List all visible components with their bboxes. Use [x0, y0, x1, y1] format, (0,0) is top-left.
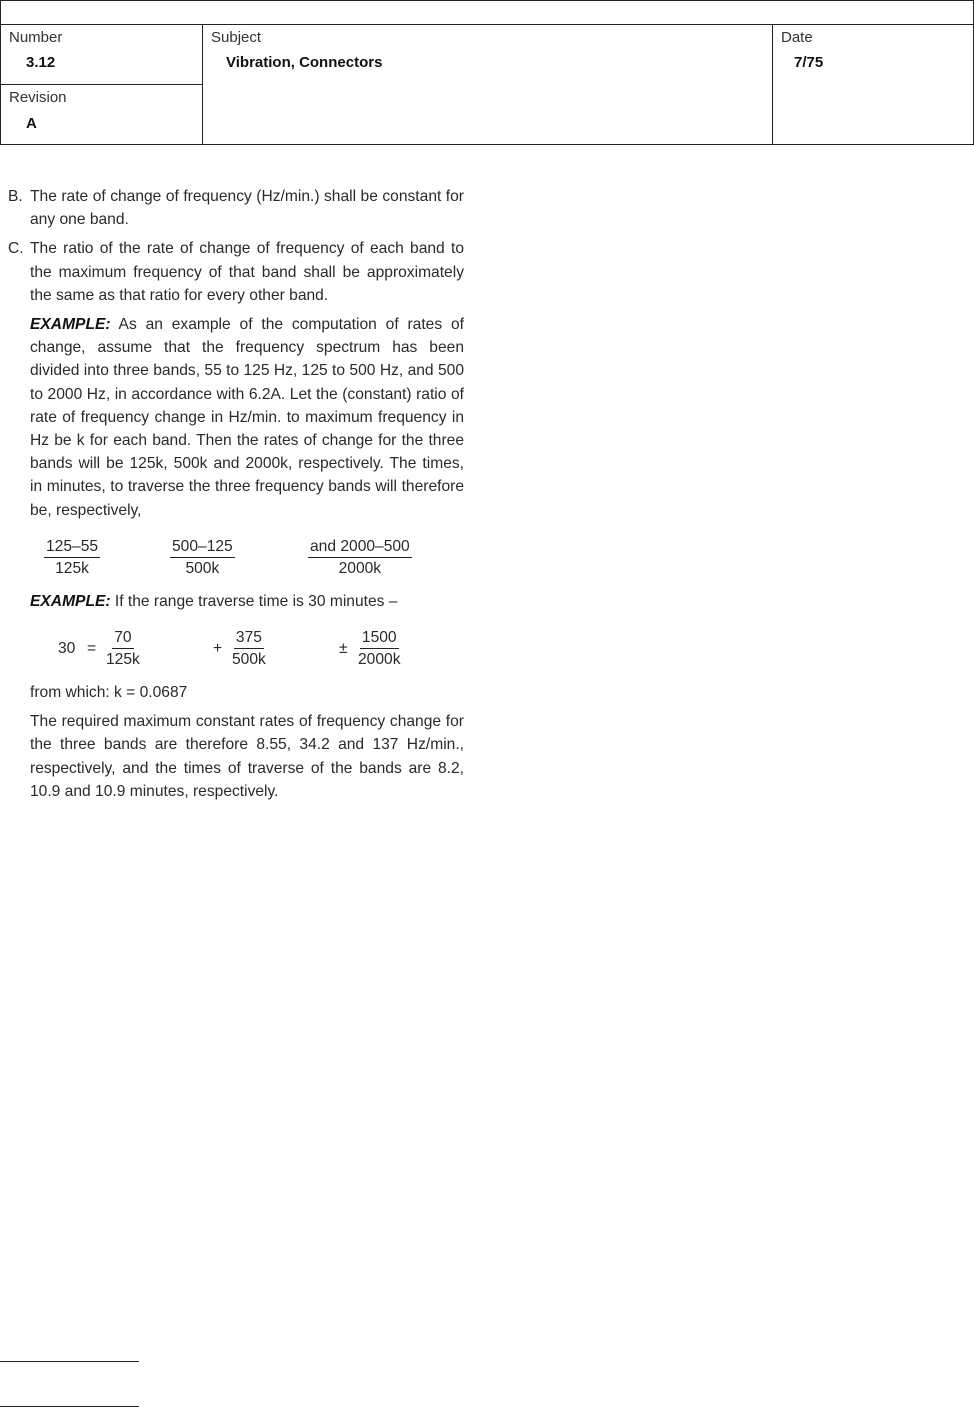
denominator: 2000k [358, 651, 401, 669]
subject-value: Vibration, Connectors [226, 54, 383, 71]
subject-cell [203, 25, 773, 144]
numerator: 500–125 [170, 536, 235, 558]
fraction [308, 536, 412, 579]
document-body [8, 185, 464, 809]
date-cell [773, 25, 973, 144]
equals-sign: = [87, 640, 97, 658]
date-label: Date [781, 29, 813, 46]
fraction [106, 627, 140, 670]
number-cell [1, 25, 203, 85]
numerator: 1500 [360, 627, 399, 649]
header-top-row [1, 1, 973, 25]
example-text: If the range traverse time is 30 minutes – [110, 592, 398, 610]
revision-cell [1, 85, 203, 144]
example-paragraph-2 [30, 590, 464, 613]
fraction [232, 627, 266, 670]
example-label: EXAMPLE: [30, 316, 111, 334]
revision-label: Revision [9, 89, 67, 106]
example-label: EXAMPLE: [30, 592, 111, 610]
denominator: 125k [106, 651, 140, 669]
date-value: 7/75 [794, 54, 824, 71]
list-item-b [8, 185, 464, 231]
subject-label: Subject [211, 29, 262, 46]
footnote-rule [0, 1406, 139, 1407]
numerator: and 2000–500 [308, 536, 412, 558]
fraction [44, 536, 100, 579]
example-paragraph-1 [30, 313, 464, 522]
plus-sign: + [213, 640, 223, 658]
list-text: The ratio of the rate of change of frequency of each band to the maximum frequency of that band shall be approximately the same as that ratio for every other band. [30, 240, 464, 304]
footnote-rule [0, 1361, 139, 1362]
denominator: 500k [232, 651, 266, 669]
numerator: 70 [112, 627, 133, 649]
denominator: 500k [185, 559, 220, 577]
revision-value: A [26, 115, 37, 132]
fraction [170, 536, 235, 579]
result-line: from which: k = 0.0687 [30, 684, 188, 702]
denominator: 2000k [338, 559, 382, 577]
traverse-fractions [30, 536, 464, 590]
list-text: The rate of change of frequency (Hz/min.) shall be constant for any one band. [30, 188, 464, 229]
example-text: As an example of the computation of rates of change, assume that the frequency spectrum has been divided into three bands, 55 to 125 Hz, 125 to 500 Hz, and 500 to 2000 Hz, in accordance with 6.2A. Let the (constant) ratio of rate of frequency change in Hz/min. to maximum frequency in Hz be k for each band. Then the rates of change for the three bands will be 125k, 500k and 2000k, respectively. The times, in minutes, to traverse the three frequency bands will therefore be, respectively, [30, 316, 464, 519]
number-label: Number [9, 29, 63, 46]
fraction [358, 627, 401, 670]
list-item-c [8, 237, 464, 307]
numerator: 125–55 [44, 536, 100, 558]
list-marker: C. [8, 240, 24, 258]
denominator: 125k [55, 559, 89, 577]
number-value: 3.12 [26, 54, 56, 71]
numerator: 375 [234, 627, 264, 649]
plus-minus-sign: ± [339, 640, 348, 658]
document-header-table [0, 0, 974, 145]
equation [30, 627, 464, 681]
conclusion-paragraph: The required maximum constant rates of frequency change for the three bands are therefore 8.55, 34.2 and 137 Hz/min., respectively, and the times of traverse of the bands are 8.2, 10.9 and 10.9 minutes, respectively. [30, 713, 464, 800]
equation-lhs: 30 [58, 640, 76, 658]
list-marker: B. [8, 188, 23, 205]
